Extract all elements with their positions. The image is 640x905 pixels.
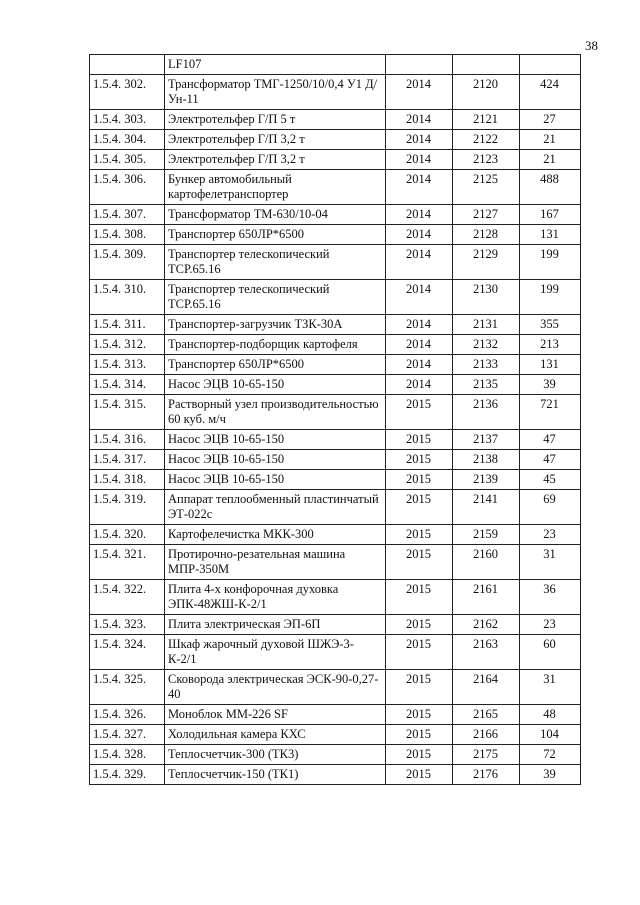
cell-value: 199: [520, 245, 581, 280]
cell-value: 488: [520, 170, 581, 205]
cell-year: 2015: [386, 705, 453, 725]
cell-year: 2014: [386, 315, 453, 335]
cell-name: Электротельфер Г/П 3,2 т: [165, 150, 386, 170]
table-row: [90, 470, 581, 490]
cell-name: Плита электрическая ЭП-6П: [165, 615, 386, 635]
cell-value: 39: [520, 375, 581, 395]
cell-num: 1.5.4. 327.: [90, 725, 165, 745]
cell-inv: 2122: [453, 130, 520, 150]
cell-name: Транспортер телескопический ТСР.65.16: [165, 280, 386, 315]
cell-value: 21: [520, 130, 581, 150]
table-row: [90, 525, 581, 545]
table-row: [90, 280, 581, 315]
cell-name: Трансформатор ТМ-630/10-04: [165, 205, 386, 225]
cell-name: Насос ЭЦВ 10-65-150: [165, 430, 386, 450]
cell-year: 2015: [386, 580, 453, 615]
cell-name: Аппарат теплообменный пластинчатый ЭТ-022с: [165, 490, 386, 525]
cell-value: 23: [520, 525, 581, 545]
cell-value: 424: [520, 75, 581, 110]
cell-inv: [453, 55, 520, 75]
cell-inv: 2133: [453, 355, 520, 375]
cell-value: 36: [520, 580, 581, 615]
cell-num: 1.5.4. 313.: [90, 355, 165, 375]
cell-year: 2014: [386, 375, 453, 395]
cell-num: 1.5.4. 312.: [90, 335, 165, 355]
cell-num: 1.5.4. 306.: [90, 170, 165, 205]
cell-name: LF107: [165, 55, 386, 75]
cell-num: 1.5.4. 318.: [90, 470, 165, 490]
cell-num: 1.5.4. 310.: [90, 280, 165, 315]
cell-value: 213: [520, 335, 581, 355]
table-row: [90, 745, 581, 765]
cell-inv: 2164: [453, 670, 520, 705]
cell-num: 1.5.4. 321.: [90, 545, 165, 580]
cell-inv: 2128: [453, 225, 520, 245]
cell-year: 2015: [386, 745, 453, 765]
table-row: [90, 130, 581, 150]
cell-name: Теплосчетчик-150 (ТК1): [165, 765, 386, 785]
cell-inv: 2130: [453, 280, 520, 315]
cell-value: 167: [520, 205, 581, 225]
cell-name: Растворный узел производительностью 60 куб. м/ч: [165, 395, 386, 430]
page-number: 38: [585, 38, 598, 53]
cell-name: Транспортер-подборщик картофеля: [165, 335, 386, 355]
cell-name: Сковорода электрическая ЭСК-90-0,27-40: [165, 670, 386, 705]
cell-value: 199: [520, 280, 581, 315]
cell-year: 2015: [386, 430, 453, 450]
cell-inv: 2131: [453, 315, 520, 335]
cell-num: 1.5.4. 326.: [90, 705, 165, 725]
cell-num: 1.5.4. 304.: [90, 130, 165, 150]
cell-value: 31: [520, 670, 581, 705]
cell-year: 2014: [386, 245, 453, 280]
cell-name: Транспортер телескопический ТСР.65.16: [165, 245, 386, 280]
table-row: [90, 355, 581, 375]
table-row: [90, 430, 581, 450]
cell-value: 131: [520, 355, 581, 375]
cell-value: 60: [520, 635, 581, 670]
cell-name: Моноблок ММ-226 SF: [165, 705, 386, 725]
cell-value: 45: [520, 470, 581, 490]
table-row: [90, 765, 581, 785]
table-row-continuation: [90, 55, 581, 75]
cell-value: 47: [520, 450, 581, 470]
cell-inv: 2162: [453, 615, 520, 635]
cell-year: 2015: [386, 765, 453, 785]
cell-inv: 2127: [453, 205, 520, 225]
table-row: [90, 395, 581, 430]
table-row: [90, 245, 581, 280]
cell-inv: 2176: [453, 765, 520, 785]
table-row: [90, 670, 581, 705]
cell-inv: 2138: [453, 450, 520, 470]
cell-value: 104: [520, 725, 581, 745]
cell-name: Шкаф жарочный духовой ШЖЭ-3-К-2/1: [165, 635, 386, 670]
cell-num: 1.5.4. 324.: [90, 635, 165, 670]
cell-name: Насос ЭЦВ 10-65-150: [165, 450, 386, 470]
cell-inv: 2137: [453, 430, 520, 450]
cell-num: 1.5.4. 316.: [90, 430, 165, 450]
cell-year: 2014: [386, 355, 453, 375]
cell-year: 2015: [386, 615, 453, 635]
cell-num: 1.5.4. 314.: [90, 375, 165, 395]
cell-year: 2015: [386, 525, 453, 545]
cell-year: 2015: [386, 470, 453, 490]
cell-num: 1.5.4. 320.: [90, 525, 165, 545]
cell-value: 48: [520, 705, 581, 725]
cell-num: 1.5.4. 328.: [90, 745, 165, 765]
cell-year: 2015: [386, 725, 453, 745]
inventory-table-body: [90, 55, 581, 785]
table-row: [90, 150, 581, 170]
cell-year: 2015: [386, 545, 453, 580]
cell-year: 2014: [386, 130, 453, 150]
cell-inv: 2136: [453, 395, 520, 430]
cell-value: 69: [520, 490, 581, 525]
table-row: [90, 110, 581, 130]
cell-year: 2015: [386, 670, 453, 705]
cell-num: 1.5.4. 307.: [90, 205, 165, 225]
table-row: [90, 615, 581, 635]
cell-inv: 2120: [453, 75, 520, 110]
table-row: [90, 375, 581, 395]
cell-year: [386, 55, 453, 75]
cell-inv: 2139: [453, 470, 520, 490]
cell-inv: 2175: [453, 745, 520, 765]
cell-value: 39: [520, 765, 581, 785]
cell-name: Насос ЭЦВ 10-65-150: [165, 470, 386, 490]
cell-name: Бункер автомобильный картофелетранспортер: [165, 170, 386, 205]
cell-num: 1.5.4. 329.: [90, 765, 165, 785]
cell-value: 131: [520, 225, 581, 245]
table-row: [90, 225, 581, 245]
cell-name: Теплосчетчик-300 (ТК3): [165, 745, 386, 765]
cell-name: Электротельфер Г/П 5 т: [165, 110, 386, 130]
cell-inv: 2165: [453, 705, 520, 725]
cell-year: 2014: [386, 205, 453, 225]
table-row: [90, 490, 581, 525]
cell-name: Электротельфер Г/П 3,2 т: [165, 130, 386, 150]
cell-name: Холодильная камера КХС: [165, 725, 386, 745]
cell-year: 2015: [386, 450, 453, 470]
cell-name: Транспортер 650ЛР*6500: [165, 355, 386, 375]
cell-year: 2014: [386, 335, 453, 355]
table-row: [90, 75, 581, 110]
cell-num: 1.5.4. 309.: [90, 245, 165, 280]
inventory-table: [89, 54, 581, 785]
cell-num: 1.5.4. 302.: [90, 75, 165, 110]
cell-year: 2014: [386, 75, 453, 110]
cell-value: [520, 55, 581, 75]
cell-num: 1.5.4. 323.: [90, 615, 165, 635]
cell-value: 31: [520, 545, 581, 580]
table-row: [90, 205, 581, 225]
cell-year: 2014: [386, 110, 453, 130]
cell-num: 1.5.4. 305.: [90, 150, 165, 170]
cell-name: Транспортер 650ЛР*6500: [165, 225, 386, 245]
cell-name: Насос ЭЦВ 10-65-150: [165, 375, 386, 395]
cell-inv: 2160: [453, 545, 520, 580]
cell-inv: 2125: [453, 170, 520, 205]
cell-year: 2014: [386, 225, 453, 245]
cell-name: Плита 4-х конфорочная духовка ЭПК-48ЖШ-К-2/1: [165, 580, 386, 615]
cell-name: Картофелечистка МКК-300: [165, 525, 386, 545]
cell-inv: 2123: [453, 150, 520, 170]
cell-name: Трансформатор ТМГ-1250/10/0,4 У1 Д/Ун-11: [165, 75, 386, 110]
cell-num: 1.5.4. 311.: [90, 315, 165, 335]
cell-inv: 2132: [453, 335, 520, 355]
cell-num: 1.5.4. 325.: [90, 670, 165, 705]
cell-num: 1.5.4. 315.: [90, 395, 165, 430]
table-row: [90, 335, 581, 355]
cell-inv: 2163: [453, 635, 520, 670]
table-row: [90, 315, 581, 335]
table-row: [90, 450, 581, 470]
cell-value: 721: [520, 395, 581, 430]
cell-num: 1.5.4. 308.: [90, 225, 165, 245]
table-row: [90, 170, 581, 205]
table-row: [90, 580, 581, 615]
cell-inv: 2121: [453, 110, 520, 130]
cell-year: 2015: [386, 395, 453, 430]
cell-value: 47: [520, 430, 581, 450]
cell-year: 2014: [386, 170, 453, 205]
cell-year: 2014: [386, 150, 453, 170]
cell-value: 21: [520, 150, 581, 170]
cell-inv: 2161: [453, 580, 520, 615]
cell-inv: 2135: [453, 375, 520, 395]
cell-num: 1.5.4. 319.: [90, 490, 165, 525]
cell-inv: 2159: [453, 525, 520, 545]
cell-value: 72: [520, 745, 581, 765]
cell-num: 1.5.4. 303.: [90, 110, 165, 130]
cell-value: 23: [520, 615, 581, 635]
table-row: [90, 725, 581, 745]
cell-value: 355: [520, 315, 581, 335]
cell-num: 1.5.4. 322.: [90, 580, 165, 615]
cell-year: 2014: [386, 280, 453, 315]
table-row: [90, 545, 581, 580]
cell-year: 2015: [386, 490, 453, 525]
cell-name: Транспортер-загрузчик ТЗК-30А: [165, 315, 386, 335]
cell-year: 2015: [386, 635, 453, 670]
cell-inv: 2129: [453, 245, 520, 280]
table-row: [90, 705, 581, 725]
cell-inv: 2141: [453, 490, 520, 525]
cell-inv: 2166: [453, 725, 520, 745]
cell-name: Протирочно-резательная машина МПР-350М: [165, 545, 386, 580]
table-row: [90, 635, 581, 670]
cell-num: [90, 55, 165, 75]
cell-value: 27: [520, 110, 581, 130]
cell-num: 1.5.4. 317.: [90, 450, 165, 470]
